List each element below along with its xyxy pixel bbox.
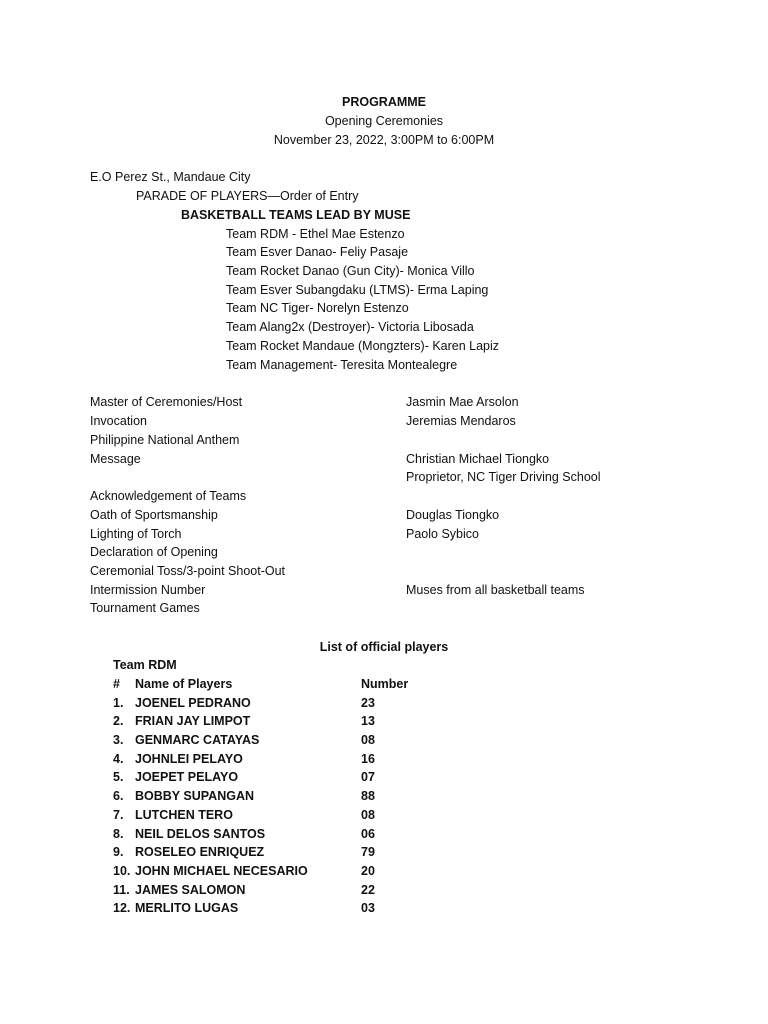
program-item: Philippine National Anthem (90, 433, 240, 447)
parade-heading: PARADE OF PLAYERS—Order of Entry (136, 189, 359, 203)
player-number: 08 (361, 733, 375, 747)
player-index: 12. (113, 901, 131, 915)
player-number: 22 (361, 883, 375, 897)
col-header-number: Number (361, 677, 409, 691)
program-person: Douglas Tiongko (406, 508, 500, 522)
player-name: ROSELEO ENRIQUEZ (135, 845, 265, 859)
player-index: 2. (113, 714, 124, 728)
player-number: 03 (361, 901, 375, 915)
player-name: JOHNLEI PELAYO (135, 752, 243, 766)
player-index: 1. (113, 696, 124, 710)
player-index: 5. (113, 770, 124, 784)
venue: E.O Perez St., Mandaue City (90, 170, 251, 184)
team-name: Team RDM (113, 658, 177, 672)
team-muse-item: Team NC Tiger- Norelyn Estenzo (226, 301, 409, 315)
player-number: 08 (361, 808, 375, 822)
player-number: 16 (361, 752, 375, 766)
program-person: Jeremias Mendaros (406, 414, 516, 428)
program-item: Invocation (90, 414, 147, 428)
player-index: 9. (113, 845, 124, 859)
program-item: Oath of Sportsmanship (90, 508, 218, 522)
player-name: FRIAN JAY LIMPOT (135, 714, 251, 728)
event-date: November 23, 2022, 3:00PM to 6:00PM (273, 133, 495, 147)
programme-title: PROGRAMME (341, 95, 427, 109)
player-number: 23 (361, 696, 375, 710)
player-index: 3. (113, 733, 124, 747)
program-item: Master of Ceremonies/Host (90, 395, 243, 409)
program-person: Christian Michael Tiongko (406, 452, 550, 466)
player-number: 07 (361, 770, 375, 784)
player-number: 20 (361, 864, 375, 878)
player-name: NEIL DELOS SANTOS (135, 827, 266, 841)
event-subtitle: Opening Ceremonies (324, 114, 444, 128)
player-name: JAMES SALOMON (135, 883, 246, 897)
player-index: 10. (113, 864, 131, 878)
player-name: JOENEL PEDRANO (135, 696, 251, 710)
player-name: JOHN MICHAEL NECESARIO (135, 864, 308, 878)
team-muse-item: Team Rocket Mandaue (Mongzters)- Karen Lapiz (226, 339, 500, 353)
program-person: Proprietor, NC Tiger Driving School (406, 470, 601, 484)
player-index: 11. (113, 883, 130, 897)
program-person: Muses from all basketball teams (406, 583, 585, 597)
team-muse-item: Team RDM - Ethel Mae Estenzo (226, 227, 405, 241)
player-index: 7. (113, 808, 124, 822)
player-name: JOEPET PELAYO (135, 770, 239, 784)
program-item: Declaration of Opening (90, 545, 218, 559)
player-number: 88 (361, 789, 375, 803)
player-index: 8. (113, 827, 124, 841)
team-muse-item: Team Esver Subangdaku (LTMS)- Erma Laping (226, 283, 489, 297)
player-number: 13 (361, 714, 375, 728)
team-muse-item: Team Rocket Danao (Gun City)- Monica Villo (226, 264, 475, 278)
program-item: Tournament Games (90, 601, 200, 615)
player-name: GENMARC CATAYAS (135, 733, 260, 747)
parade-subheading: BASKETBALL TEAMS LEAD BY MUSE (181, 208, 411, 222)
program-item: Acknowledgement of Teams (90, 489, 247, 503)
players-list-title: List of official players (319, 640, 449, 654)
program-item: Message (90, 452, 141, 466)
player-name: MERLITO LUGAS (135, 901, 239, 915)
player-index: 4. (113, 752, 124, 766)
program-item: Lighting of Torch (90, 527, 182, 541)
program-item: Ceremonial Toss/3-point Shoot-Out (90, 564, 286, 578)
player-name: BOBBY SUPANGAN (135, 789, 254, 803)
program-person: Paolo Sybico (406, 527, 479, 541)
team-muse-item: Team Management- Teresita Montealegre (226, 358, 458, 372)
col-header-name: Name of Players (135, 677, 233, 691)
team-muse-item: Team Esver Danao- Feliy Pasaje (226, 245, 409, 259)
program-person: Jasmin Mae Arsolon (406, 395, 519, 409)
player-number: 79 (361, 845, 375, 859)
team-muse-item: Team Alang2x (Destroyer)- Victoria Libosada (226, 320, 474, 334)
player-index: 6. (113, 789, 124, 803)
player-number: 06 (361, 827, 375, 841)
col-header-index: # (113, 677, 120, 691)
player-name: LUTCHEN TERO (135, 808, 233, 822)
program-item: Intermission Number (90, 583, 206, 597)
